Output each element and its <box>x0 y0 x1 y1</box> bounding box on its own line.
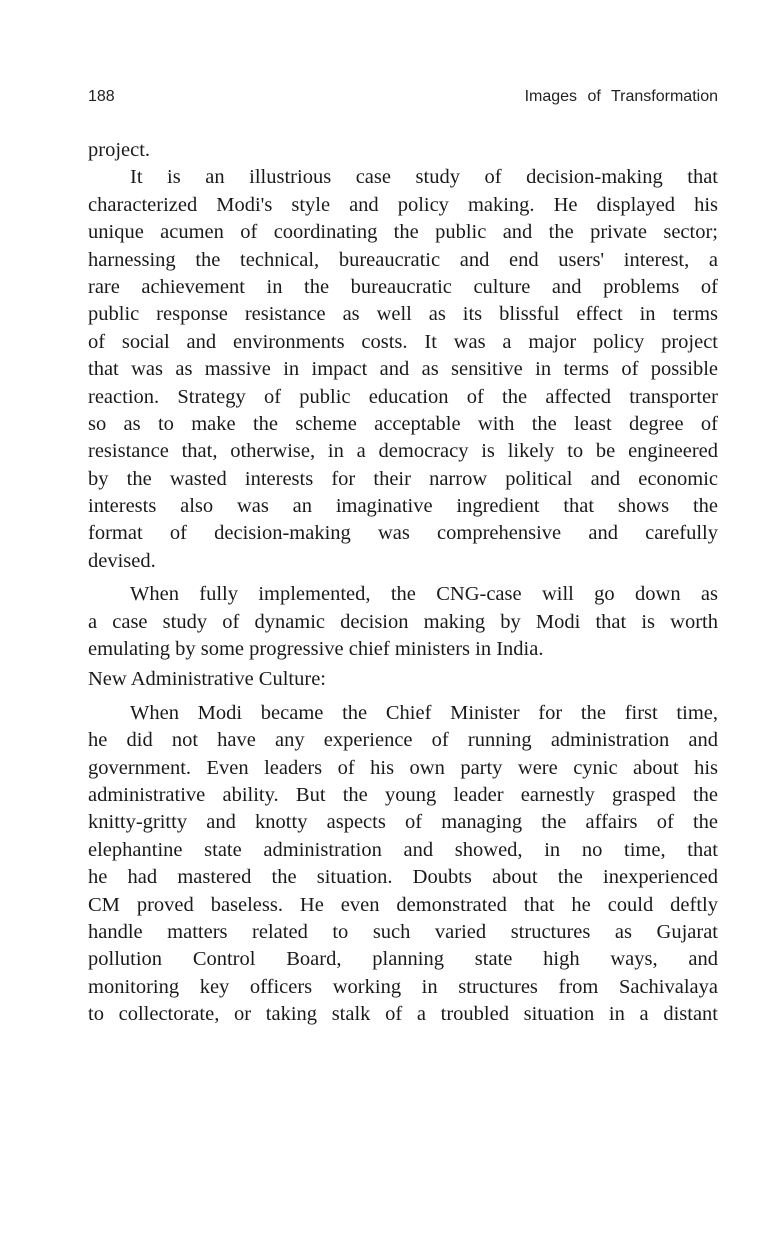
text-line: emulating by some progressive chief ministers in India. <box>88 638 544 661</box>
text-line: resistance that, otherwise, in a democracy is likely to be engineered <box>88 440 718 463</box>
text-line: public response resistance as well as its blissful effect in terms <box>88 303 718 326</box>
text-line: When Modi became the Chief Minister for the first time, <box>130 701 718 724</box>
text-line: by the wasted interests for their narrow political and economic <box>88 467 718 490</box>
text-line: rare achievement in the bureaucratic culture and problems of <box>88 275 718 298</box>
continuation-text <box>88 137 718 164</box>
text-line: reaction. Strategy of public education of the affected transporter <box>88 385 718 408</box>
paragraph-cng-case <box>88 581 718 663</box>
text-line: CM proved baseless. He even demonstrated that he could deftly <box>88 893 718 916</box>
text-line: of social and environments costs. It was a major policy project <box>88 330 718 353</box>
text-line: unique acumen of coordinating the public and the private sector; <box>88 221 718 244</box>
paragraph-new-administrative-culture <box>88 700 718 1029</box>
text-line: he had mastered the situation. Doubts about the inexperienced <box>88 866 718 889</box>
text-line: to collectorate, or taking stalk of a troubled situation in a distant <box>88 1003 718 1026</box>
text-line: When fully implemented, the CNG-case will go down as <box>130 583 718 606</box>
text-line: project. <box>88 139 151 161</box>
book-page <box>88 88 718 1029</box>
text-line: administrative ability. But the young leader earnestly grasped the <box>88 783 718 806</box>
text-line: devised. <box>88 549 156 572</box>
text-line: pollution Control Board, planning state high ways, and <box>88 948 718 971</box>
text-line: knitty-gritty and knotty aspects of managing the affairs of the <box>88 811 718 834</box>
text-line: he did not have any experience of running administration and <box>88 729 718 752</box>
text-line: so as to make the scheme acceptable with the least degree of <box>88 412 718 435</box>
text-line: handle matters related to such varied structures as Gujarat <box>88 920 718 943</box>
text-line: monitoring key officers working in structures from Sachivalaya <box>88 975 718 998</box>
page-number: 188 <box>88 88 115 105</box>
section-subheading <box>88 666 718 693</box>
text-line: a case study of dynamic decision making by Modi that is worth <box>88 610 718 633</box>
text-line: interests also was an imaginative ingredient that shows the <box>88 495 718 518</box>
text-line: that was as massive in impact and as sensitive in terms of possible <box>88 358 718 381</box>
running-title: Images of Transformation <box>524 88 718 105</box>
text-line: characterized Modi's style and policy making. He displayed his <box>88 193 718 216</box>
text-line: elephantine state administration and showed, in no time, that <box>88 838 718 861</box>
running-header <box>88 88 718 112</box>
body-text <box>88 137 718 1029</box>
subheading-text: New Administrative Culture: <box>88 668 326 691</box>
text-line: format of decision-making was comprehensive and carefully <box>88 522 718 545</box>
paragraph-decision-making <box>88 164 718 575</box>
text-line: It is an illustrious case study of decision-making that <box>130 166 718 189</box>
text-line: harnessing the technical, bureaucratic and end users' interest, a <box>88 248 718 271</box>
text-line: government. Even leaders of his own party were cynic about his <box>88 756 718 779</box>
